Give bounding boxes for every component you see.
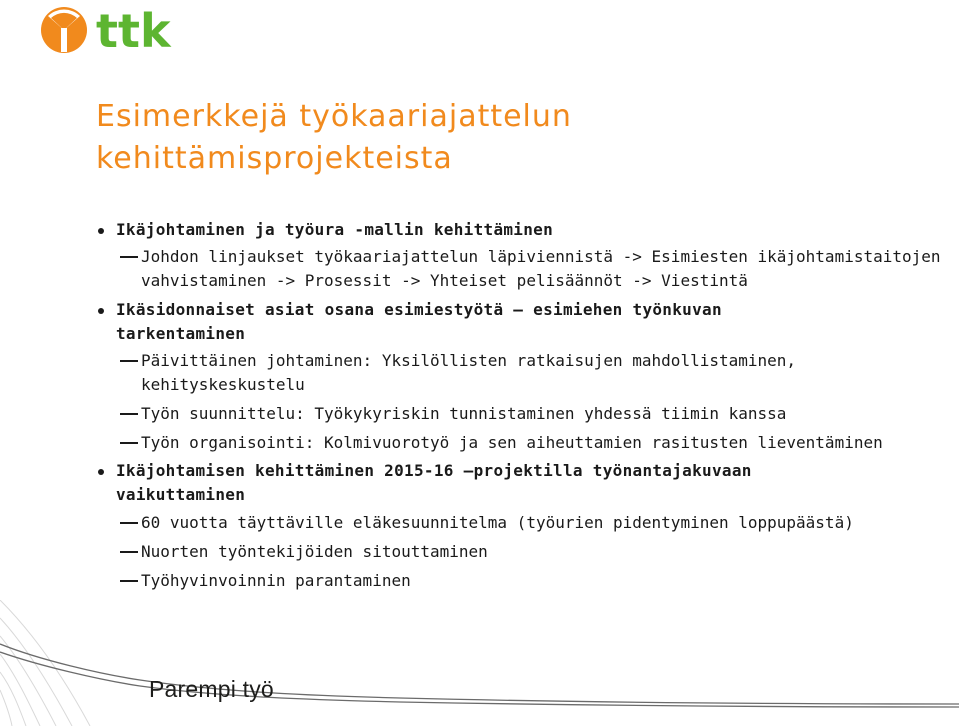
dash-marker [120,413,138,415]
list-item-level2-cont: kehityskeskustelu [141,375,305,394]
bullet-marker [98,308,104,314]
list-item-level2: Nuorten työntekijöiden sitouttaminen [141,542,488,561]
list-item-level2: Työn suunnittelu: Työkykyriskin tunnistaminen yhdessä tiimin kanssa [141,404,787,423]
dash-marker [120,442,138,444]
footer-wave-dark [0,644,959,707]
title-line-2: kehittämisprojekteista [96,141,453,176]
dash-marker [120,360,138,362]
dash-marker [120,256,138,258]
bullet-marker [98,469,104,475]
list-item-level2: Työn organisointi: Kolmivuorotyö ja sen aiheuttamien rasitusten lieventäminen [141,433,883,452]
bullet-marker [98,228,104,234]
dash-marker [120,580,138,582]
list-item-level1-cont: tarkentaminen [116,324,246,343]
list-item-level1: Ikäjohtaminen ja työura -mallin kehittäminen [116,220,554,239]
list-item-level2: Päivittäinen johtaminen: Yksilöllisten ratkaisujen mahdollistaminen, [141,351,797,370]
footer-wave-lines [0,600,90,726]
dash-marker [120,522,138,524]
list-item-level2: Työhyvinvoinnin parantaminen [141,571,411,590]
list-item-level2: 60 vuotta täyttäville eläkesuunnitelma (työurien pidentyminen loppupäästä) [141,513,854,532]
list-item-level1: Ikäsidonnaiset asiat osana esimiestyötä – esimiehen työnkuvan [116,300,722,319]
footer-slogan: Parempi työ [149,676,274,702]
title-line-1: Esimerkkejä työkaariajattelun [96,99,572,134]
logo-text: ttk [96,4,171,56]
footer-decoration [0,600,959,726]
list-item-level2: Johdon linjaukset työkaariajattelun läpiviennistä -> Esimiesten ikäjohtamistaitojen [141,247,941,266]
list-item-level1: Ikäjohtamisen kehittäminen 2015-16 –projektilla työnantajakuvaan [116,461,752,480]
dash-marker [120,551,138,553]
list-item-level2-cont: vahvistaminen -> Prosessit -> Yhteiset pelisäännöt -> Viestintä [141,271,748,290]
list-item-level1-cont: vaikuttaminen [116,485,246,504]
